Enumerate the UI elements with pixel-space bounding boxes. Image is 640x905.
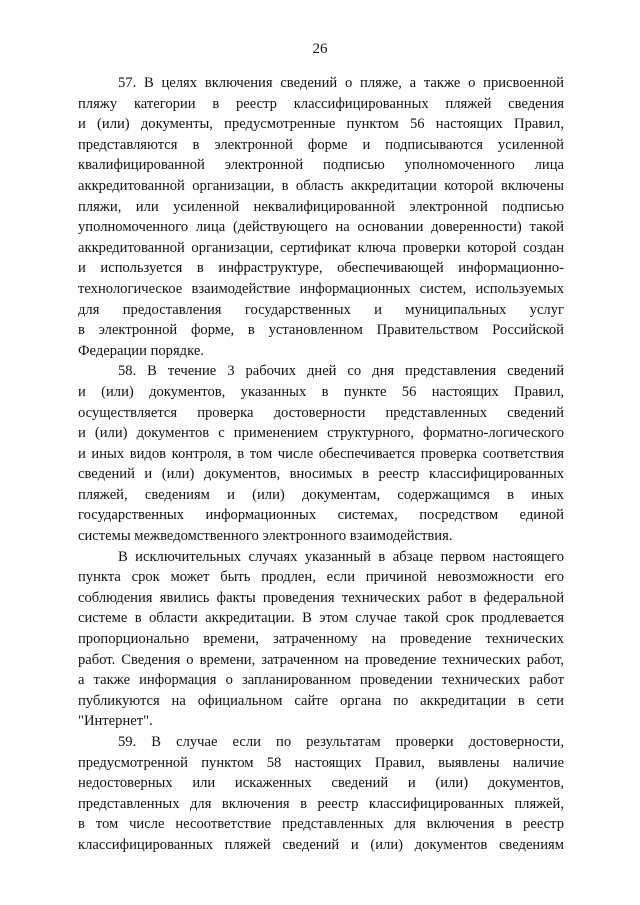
document-body bbox=[78, 73, 564, 856]
text-line: предусмотренной пунктом 58 настоящих Правил, выявлены наличие bbox=[78, 754, 564, 771]
text-line: для предоставления государственных и муниципальных услуг bbox=[78, 301, 564, 318]
text-line: аккредитованной организации, сертификат ключа проверки которой создан bbox=[78, 239, 564, 256]
text-line: системе в области аккредитации. В этом случае такой срок продлевается bbox=[78, 610, 564, 627]
text-line: классифицированных пляжей сведений и (или) документов сведениям bbox=[78, 836, 564, 853]
text-line: 58. В течение 3 рабочих дней со дня представления сведений bbox=[118, 363, 564, 380]
text-line: "Интернет". bbox=[78, 713, 153, 730]
page-number: 26 bbox=[312, 41, 328, 57]
text-line: а также информация о запланированном проведении технических работ bbox=[78, 672, 564, 689]
text-line: квалифицированной электронной подписью уполномоченного лица bbox=[78, 157, 564, 174]
text-line: государственных информационных системах, посредством единой bbox=[78, 507, 564, 524]
text-line: представляются в электронной форме и подписываются усиленной bbox=[78, 136, 564, 153]
text-line: 57. В целях включения сведений о пляже, а также о присвоенной bbox=[118, 75, 564, 91]
text-line: сведений и (или) документов, вносимых в реестр классифицированных bbox=[78, 466, 564, 483]
text-line: системы межведомственного электронного взаимодействия. bbox=[78, 528, 453, 545]
text-line: Федерации порядке. bbox=[78, 342, 204, 359]
text-line: работ. Сведения о времени, затраченном на проведение технических работ, bbox=[78, 651, 564, 668]
text-line: пляжу категории в реестр классифицированных пляжей сведения bbox=[78, 95, 564, 112]
text-line: 59. В случае если по результатам проверки достоверности, bbox=[118, 734, 564, 750]
text-line: и (или) документов с применением структурного, форматно-логического bbox=[78, 425, 564, 442]
text-line: пляжей, сведениям и (или) документам, содержащимся в иных bbox=[78, 486, 564, 503]
text-line: в электронной форме, в установленном Правительством Российской bbox=[78, 322, 564, 339]
text-line: аккредитованной организации, в область аккредитации которой включены bbox=[78, 177, 564, 194]
text-line: осуществляется проверка достоверности представленных сведений bbox=[78, 404, 564, 421]
text-line: технологическое взаимодействие информационных систем, используемых bbox=[78, 280, 564, 297]
text-line: уполномоченного лица (действующего на основании доверенности) такой bbox=[78, 219, 564, 236]
text-line: и используется в инфраструктуре, обеспечивающей информационно- bbox=[78, 260, 564, 277]
text-line: пункта срок может быть продлен, если причиной невозможности его bbox=[78, 569, 564, 586]
text-line: соблюдения явились факты проведения технических работ в федеральной bbox=[78, 589, 564, 606]
text-line: пропорционально времени, затраченному на проведение технических bbox=[78, 631, 564, 648]
text-line: и (или) документы, предусмотренные пунктом 56 настоящих Правил, bbox=[78, 116, 564, 133]
text-line: пляжи, или усиленной неквалифицированной электронной подписью bbox=[78, 198, 564, 215]
text-line: и иных видов контроля, в том числе обеспечивается проверка соответствия bbox=[78, 445, 564, 462]
text-line: В исключительных случаях указанный в абзаце первом настоящего bbox=[118, 548, 564, 565]
text-line: в том числе несоответствие представленных для включения в реестр bbox=[78, 816, 564, 833]
text-line: представленных для включения в реестр классифицированных пляжей, bbox=[78, 795, 564, 812]
text-line: и (или) документов, указанных в пункте 56 настоящих Правил, bbox=[78, 383, 564, 400]
text-line: недостоверных или искаженных сведений и (или) документов, bbox=[78, 775, 564, 792]
text-line: публикуются на официальном сайте органа по аккредитации в сети bbox=[78, 692, 564, 709]
